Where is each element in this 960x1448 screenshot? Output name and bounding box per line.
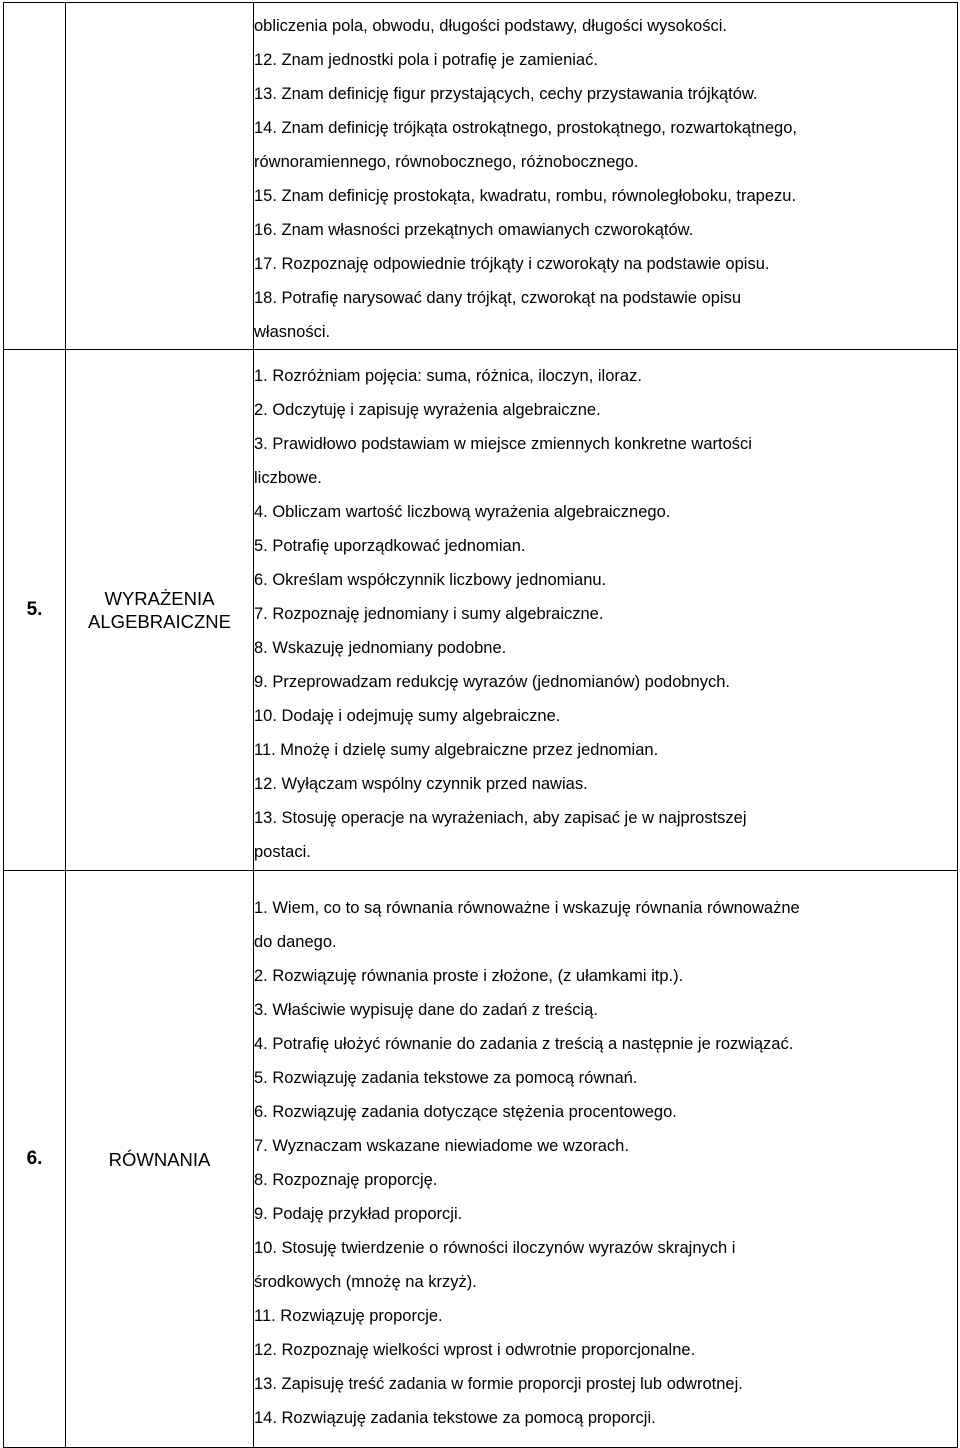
outcome-line: 13. Stosuję operacje na wyrażeniach, aby zapisać je w najprostszej [254, 809, 747, 827]
outcome-line: 7. Rozpoznaję jednomiany i sumy algebraiczne. [254, 605, 604, 623]
table-row [4, 3, 958, 350]
outcome-line: 8. Wskazuję jednomiany podobne. [254, 639, 507, 657]
learning-outcomes [254, 871, 958, 1448]
outcome-line: środkowych (mnożę na krzyż). [254, 1273, 477, 1291]
outcome-line: 12. Rozpoznaję wielkości wprost i odwrotnie proporcjonalne. [254, 1341, 696, 1359]
outcome-line: 1. Wiem, co to są równania równoważne i wskazuję równania równoważne [254, 899, 800, 917]
outcome-line: 2. Odczytuję i zapisuję wyrażenia algebraiczne. [254, 401, 601, 419]
outcome-line: 10. Stosuję twierdzenie o równości iloczynów wyrazów skrajnych i [254, 1239, 736, 1257]
section-number [4, 3, 66, 350]
outcome-line: własności. [254, 323, 331, 341]
outcome-line: 9. Przeprowadzam redukcję wyrazów (jednomianów) podobnych. [254, 673, 730, 691]
outcome-line: 13. Znam definicję figur przystających, cechy przystawania trójkątów. [254, 85, 758, 103]
outcome-line: 1. Rozróżniam pojęcia: suma, różnica, iloczyn, iloraz. [254, 367, 642, 385]
table-row [4, 871, 958, 1448]
outcome-line: 7. Wyznaczam wskazane niewiadome we wzorach. [254, 1137, 629, 1155]
outcome-line: 11. Rozwiązuję proporcje. [254, 1307, 443, 1325]
outcome-line: 10. Dodaję i odejmuję sumy algebraiczne. [254, 707, 561, 725]
curriculum-table [3, 2, 958, 1448]
outcome-line: 4. Potrafię ułożyć równanie do zadania z treścią a następnie je rozwiązać. [254, 1035, 794, 1053]
outcome-line: 11. Mnożę i dzielę sumy algebraiczne przez jednomian. [254, 741, 659, 759]
outcome-line: 12. Znam jednostki pola i potrafię je zamieniać. [254, 51, 598, 69]
topic-line: WYRAŻENIA [104, 588, 215, 609]
outcome-line: 17. Rozpoznaję odpowiednie trójkąty i czworokąty na podstawie opisu. [254, 255, 770, 273]
outcome-line: 13. Zapisuję treść zadania w formie proporcji prostej lub odwrotnej. [254, 1375, 743, 1393]
outcome-line: 3. Prawidłowo podstawiam w miejsce zmiennych konkretne wartości [254, 435, 752, 453]
outcome-line: do danego. [254, 933, 337, 951]
section-topic [66, 350, 254, 871]
outcome-line: 6. Określam współczynnik liczbowy jednomianu. [254, 571, 607, 589]
outcome-line: 14. Rozwiązuję zadania tekstowe za pomocą proporcji. [254, 1409, 656, 1427]
outcome-line: 2. Rozwiązuję równania proste i złożone, (z ułamkami itp.). [254, 967, 684, 985]
outcome-line: 5. Rozwiązuję zadania tekstowe za pomocą równań. [254, 1069, 638, 1087]
outcome-line: postaci. [254, 843, 311, 861]
section-number: 6. [4, 871, 66, 1448]
outcome-line: 12. Wyłączam wspólny czynnik przed nawias. [254, 775, 588, 793]
outcome-line: 4. Obliczam wartość liczbową wyrażenia algebraicznego. [254, 503, 671, 521]
section-topic [66, 871, 254, 1448]
topic-line: ALGEBRAICZNE [88, 611, 231, 632]
outcome-line: 15. Znam definicję prostokąta, kwadratu, rombu, równoległoboku, trapezu. [254, 187, 797, 205]
table-row [4, 350, 958, 871]
outcome-line: 5. Potrafię uporządkować jednomian. [254, 537, 526, 555]
outcome-line: 3. Właściwie wypisuję dane do zadań z treścią. [254, 1001, 598, 1019]
outcome-line: równoramiennego, równobocznego, różnobocznego. [254, 153, 639, 171]
outcome-line: obliczenia pola, obwodu, długości podstawy, długości wysokości. [254, 17, 727, 35]
learning-outcomes [254, 3, 958, 350]
topic-line: RÓWNANIA [108, 1148, 211, 1170]
outcome-line: 6. Rozwiązuję zadania dotyczące stężenia procentowego. [254, 1103, 677, 1121]
outcome-line: 14. Znam definicję trójkąta ostrokątnego, prostokątnego, rozwartokątnego, [254, 119, 797, 137]
outcome-line: liczbowe. [254, 469, 322, 487]
outcome-line: 16. Znam własności przekątnych omawianych czworokątów. [254, 221, 694, 239]
section-number: 5. [4, 350, 66, 871]
outcome-line: 8. Rozpoznaję proporcję. [254, 1171, 438, 1189]
outcome-line: 9. Podaję przykład proporcji. [254, 1205, 463, 1223]
section-topic [66, 3, 254, 350]
learning-outcomes [254, 350, 958, 871]
outcome-line: 18. Potrafię narysować dany trójkąt, czworokąt na podstawie opisu [254, 289, 742, 307]
